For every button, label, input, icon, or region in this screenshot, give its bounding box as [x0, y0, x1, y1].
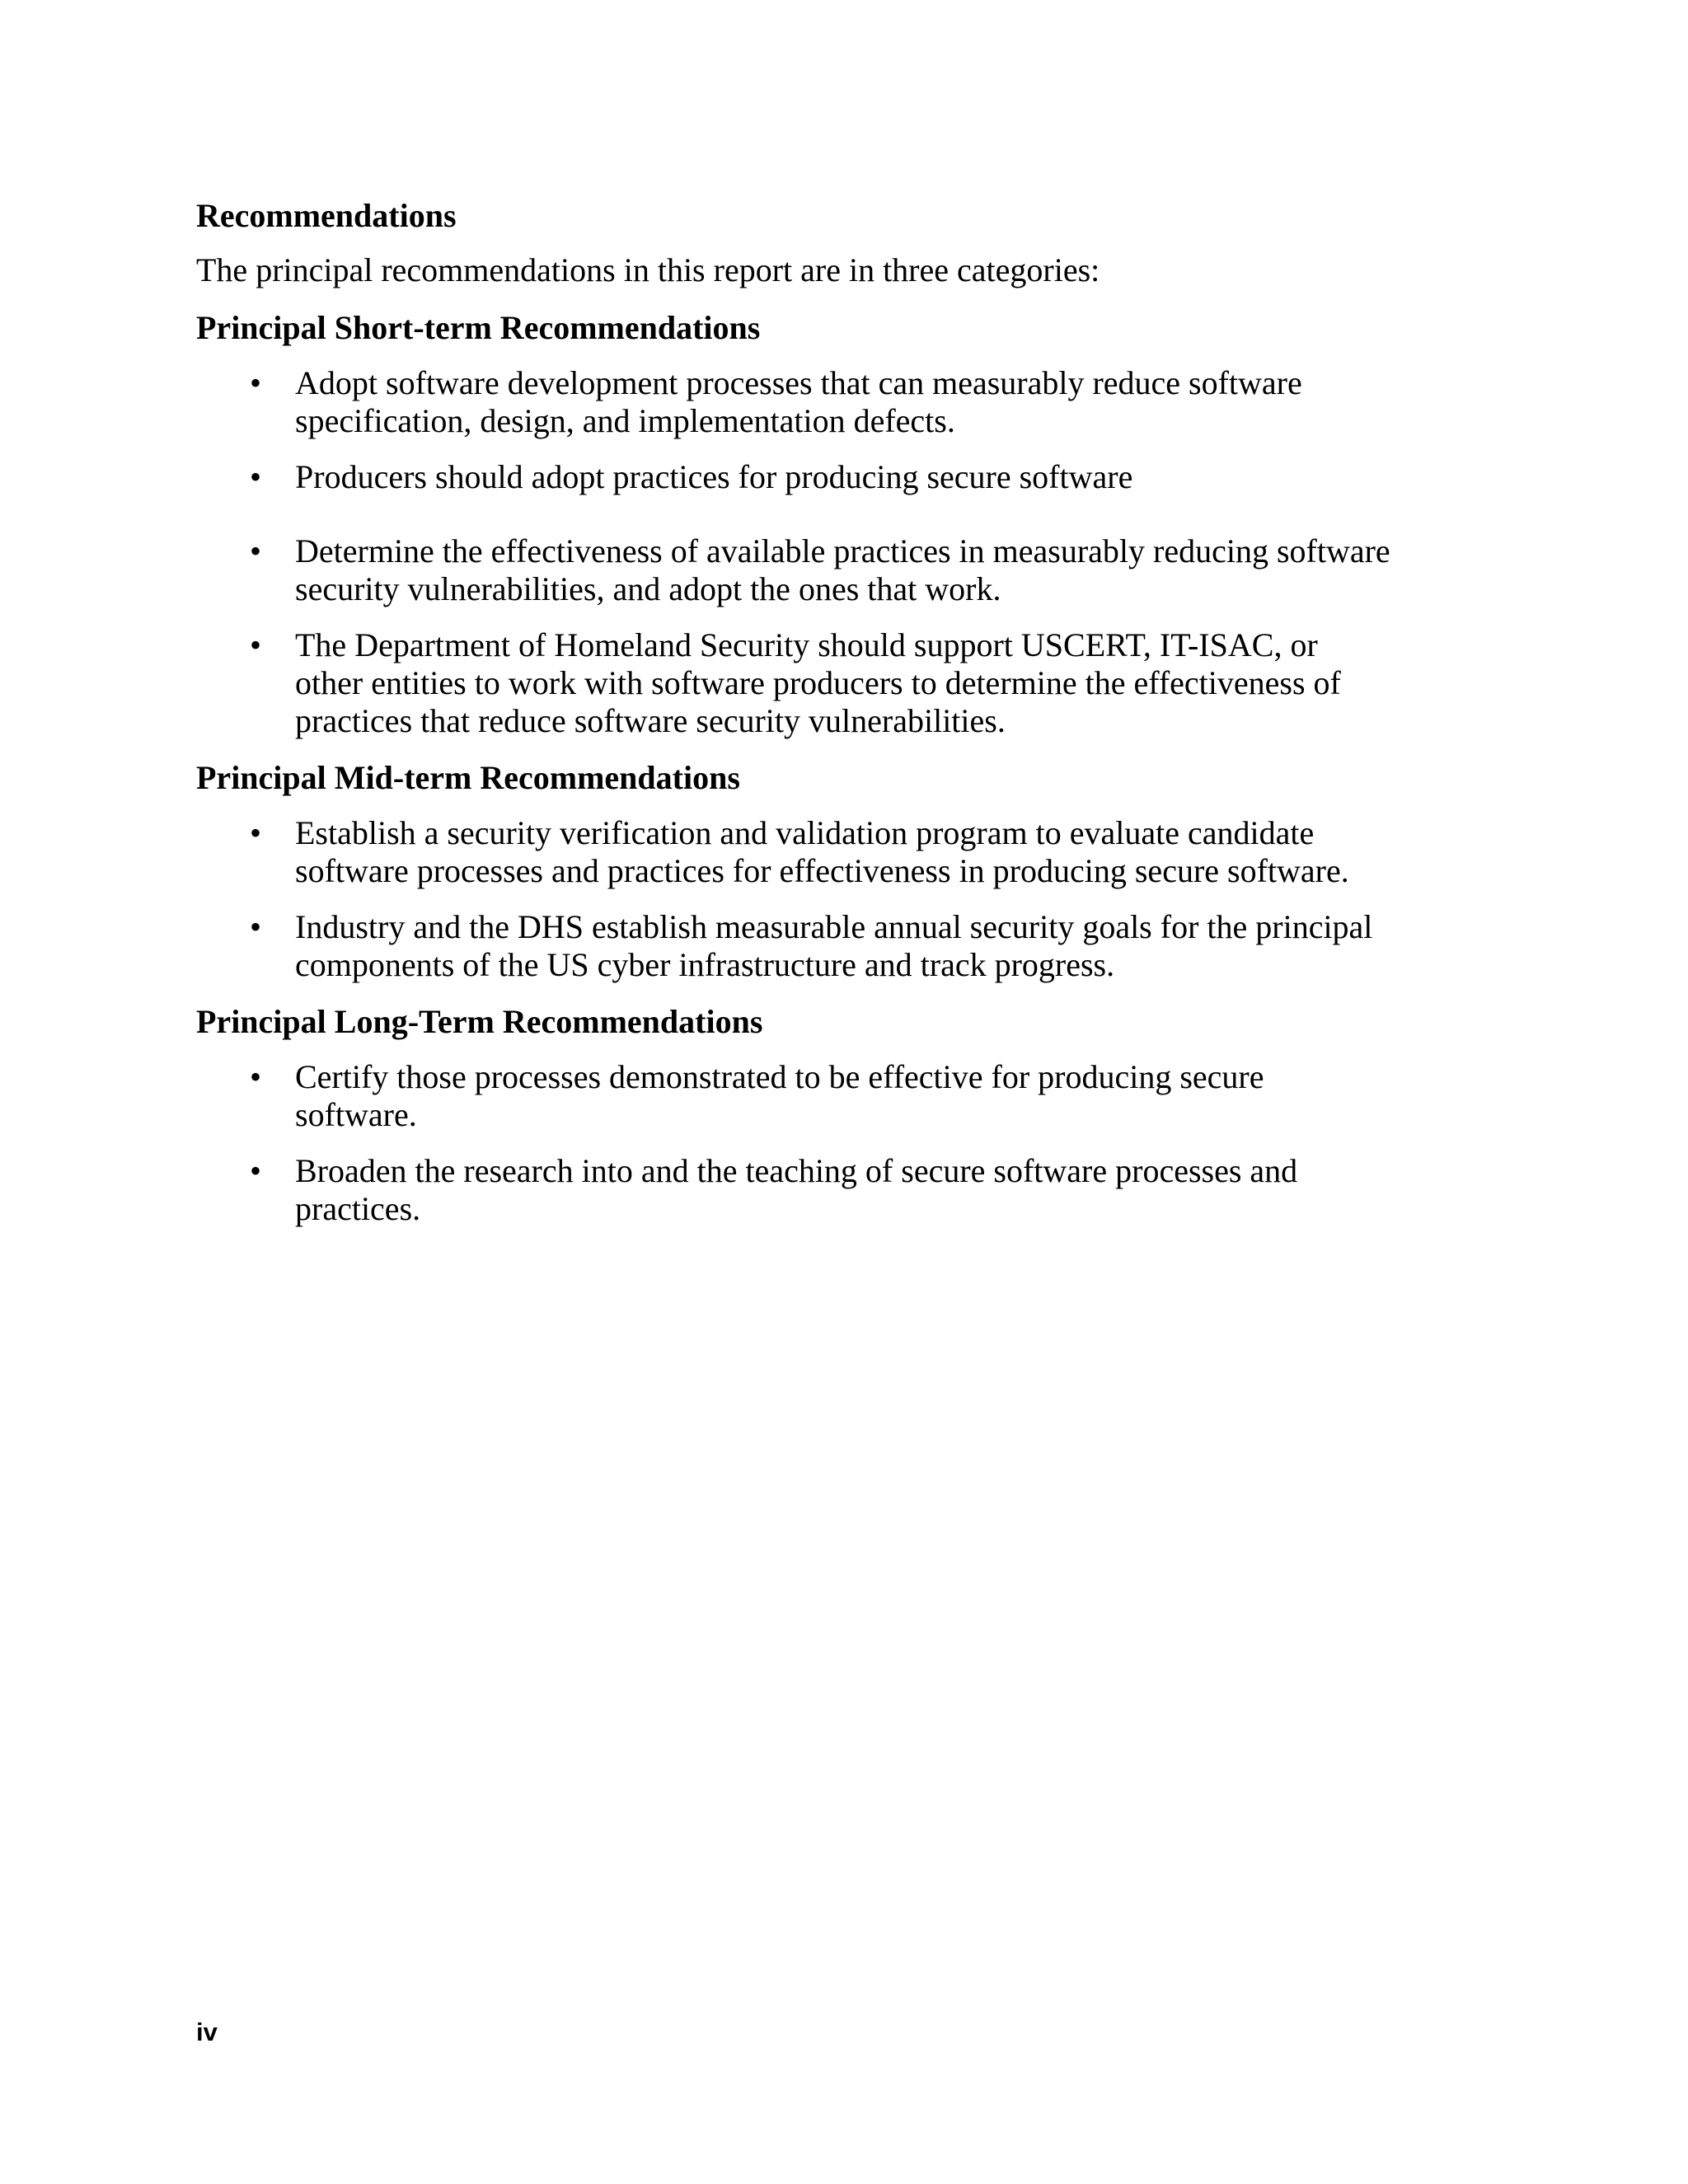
list-item-text: Certify those processes demonstrated to be effective for producing secure software.	[295, 1058, 1264, 1133]
page-title: Recommendations	[196, 197, 457, 234]
section-short-term	[196, 308, 1391, 740]
bullet-icon: •	[249, 814, 261, 851]
list-item-text: Adopt software development processes that can measurably reduce software specification, design, and implementation defects.	[295, 364, 1302, 439]
list-item	[196, 364, 1391, 440]
list-item-text: Broaden the research into and the teaching of secure software processes and practices.	[295, 1152, 1298, 1227]
bullet-icon: •	[249, 908, 261, 945]
list-item-text: The Department of Homeland Security should support USCERT, IT-ISAC, or other entities to work with software producers to determine the effectiveness of practices that reduce software security vulnerabilities.	[295, 626, 1341, 739]
section-mid-term	[196, 758, 1391, 984]
section-heading: Principal Long-Term Recommendations	[196, 1003, 763, 1040]
list-item	[196, 1058, 1391, 1134]
bullet-icon: •	[249, 532, 261, 569]
list-item-text: Producers should adopt practices for producing secure software	[295, 458, 1133, 495]
list-item	[196, 458, 1391, 496]
list-item-text: Determine the effectiveness of available practices in measurably reducing software security vulnerabilities, and adopt the ones that work.	[295, 532, 1390, 607]
list-item-text: Establish a security verification and validation program to evaluate candidate software processes and practices for effectiveness in producing secure software.	[295, 814, 1349, 889]
list-item	[196, 908, 1391, 984]
bullet-list	[196, 1058, 1391, 1228]
section-long-term	[196, 1002, 1391, 1228]
bullet-icon: •	[249, 458, 261, 495]
bullet-list	[196, 364, 1391, 740]
section-heading: Principal Short-term Recommendations	[196, 309, 761, 346]
bullet-icon: •	[249, 1058, 261, 1095]
list-item	[196, 626, 1391, 740]
list-item	[196, 814, 1391, 890]
section-heading: Principal Mid-term Recommendations	[196, 759, 740, 796]
list-item	[196, 1152, 1391, 1228]
list-item-text: Industry and the DHS establish measurable annual security goals for the principal components of the US cyber infrastructure and track progress.	[295, 908, 1373, 983]
bullet-icon: •	[249, 1152, 261, 1189]
intro-paragraph: The principal recommendations in this report are in three categories:	[196, 251, 1100, 288]
document-page	[196, 196, 1391, 1246]
bullet-icon: •	[249, 364, 261, 401]
bullet-icon: •	[249, 626, 261, 663]
bullet-list	[196, 814, 1391, 984]
page-number: iv	[196, 2018, 218, 2046]
list-item	[196, 532, 1391, 608]
